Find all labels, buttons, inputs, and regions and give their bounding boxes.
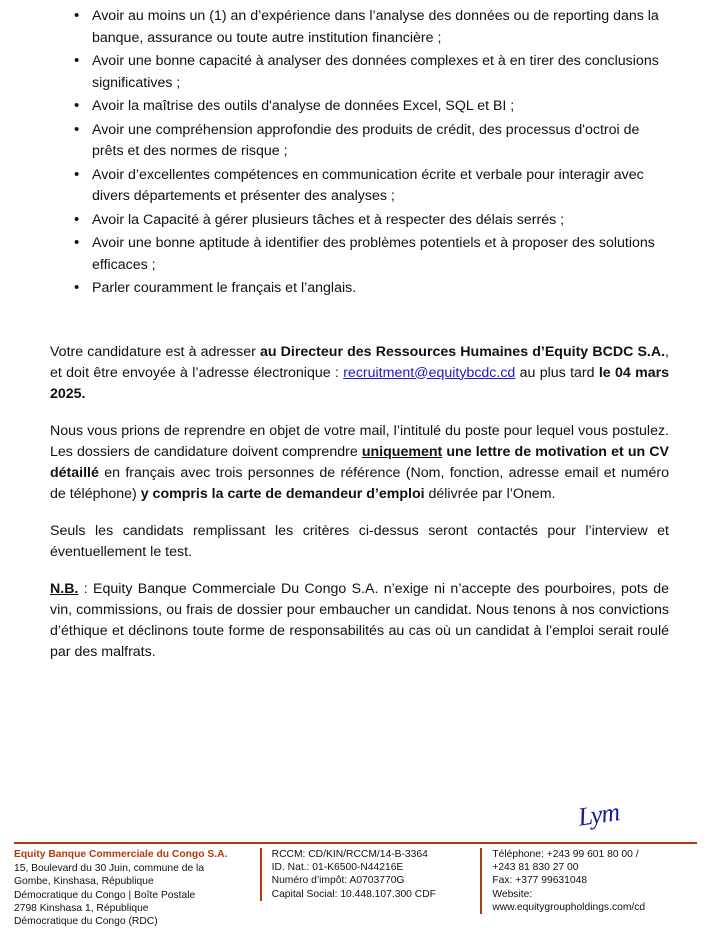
instructions-text-3: délivrée par l’Onem. xyxy=(424,485,556,502)
list-item: • Avoir d’excellentes compétences en communication écrite et verbale pour interagir avec divers départements et présenter des analyses ; xyxy=(92,165,669,208)
nb-text: : Equity Banque Commerciale Du Congo S.A. n’exige ni n’accepte des pourboires, pots de vin, commissions, ou frais de dossier pour embaucher un candidat. Nous tenons à nos convictions d’éthique et déclinons toute forme de responsabilités au cas où un candidat à l’emploi serait roulé par des malfrats. xyxy=(50,580,669,660)
page-footer xyxy=(14,848,701,928)
signature-mark: Lym xyxy=(576,797,621,832)
footer-address-line: Démocratique du Congo (RDC) xyxy=(14,916,158,928)
instructions-text-2: en français avec trois personnes de référence (Nom, fonction, adresse email et numéro de téléphone) xyxy=(50,464,669,502)
footer-contact-block xyxy=(480,848,701,914)
recruitment-email-link[interactable]: recruitment@equitybcdc.cd xyxy=(343,364,516,381)
footer-fax: Fax: +377 99631048 xyxy=(492,875,588,887)
list-item: • Avoir une compréhension approfondie des produits de crédit, des processus d'octroi de prêts et des normes de risque ; xyxy=(92,120,669,163)
application-paragraph xyxy=(50,342,669,405)
application-text-1: Votre candidature est à adresser xyxy=(50,343,260,360)
footer-address-line: 15, Boulevard du 30 Juin, commune de la xyxy=(14,863,205,875)
footer-company-name: Equity Banque Commerciale du Congo S.A. xyxy=(14,849,228,860)
application-text-2: , et doit être envoyée à l’adresse électronique : xyxy=(50,343,669,381)
list-item: • Avoir la maîtrise des outils d'analyse de données Excel, SQL et BI ; xyxy=(92,96,669,118)
nb-paragraph xyxy=(50,579,669,663)
instructions-text-1: Nous vous prions de reprendre en objet de votre mail, l’intitulé du poste pour lequel vous postulez. Les dossiers de candidature doivent comprendre xyxy=(50,422,669,460)
instructions-paragraph xyxy=(50,421,669,505)
footer-phone-2: +243 81 830 27 00 xyxy=(492,862,579,874)
deadline-bold: le 04 mars 2025. xyxy=(50,364,669,402)
footer-address-line: Démocratique du Congo | Boîte Postale xyxy=(14,889,196,901)
footer-id-nat: ID. Nat.: 01-K6500-N44216E xyxy=(271,862,404,874)
footer-phone-1: Téléphone: +243 99 601 80 00 / xyxy=(492,849,639,860)
footer-tax-number: Numéro d’impôt: A0703770G xyxy=(271,875,405,887)
selection-paragraph: Seuls les candidats remplissant les critères ci-dessus seront contactés pour l’interview et éventuellement le test. xyxy=(50,522,669,560)
application-text-3: au plus tard xyxy=(515,364,599,381)
nb-label: N.B. xyxy=(50,580,79,597)
list-item: • Avoir une bonne capacité à analyser des données complexes et à en tirer des conclusions significatives ; xyxy=(92,51,669,94)
uniquement-emphasis: uniquement xyxy=(361,443,443,460)
footer-website-link[interactable]: www.equitygroupholdings.com/cd xyxy=(492,901,646,913)
requirements-list xyxy=(0,0,711,300)
onem-card-bold: y compris la carte de demandeur d’emploi xyxy=(140,485,425,502)
footer-registration-block xyxy=(260,848,481,901)
hr-director-bold: au Directeur des Ressources Humaines d’Equity BCDC S.A. xyxy=(259,343,666,360)
footer-address-line: 2798 Kinshasa 1, République xyxy=(14,902,149,914)
footer-capital: Capital Social: 10.448.107.300 CDF xyxy=(271,888,436,900)
list-item: • Avoir une bonne aptitude à identifier des problèmes potentiels et à proposer des solutions efficaces ; xyxy=(92,233,669,276)
list-item: • Avoir au moins un (1) an d’expérience dans l’analyse des données ou de reporting dans la banque, assurance ou toute autre institution financière ; xyxy=(92,6,669,49)
footer-company-block xyxy=(14,848,260,928)
footer-rccm: RCCM: CD/KIN/RCCM/14-B-3364 xyxy=(271,849,428,860)
documents-required-bold: une lettre de motivation et un CV détaillé xyxy=(50,443,670,481)
list-item: • Parler couramment le français et l’anglais. xyxy=(92,278,669,300)
footer-website-label: Website: xyxy=(492,888,533,900)
footer-address-line: Gombe, Kinshasa, République xyxy=(14,876,154,888)
list-item: • Avoir la Capacité à gérer plusieurs tâches et à respecter des délais serrés ; xyxy=(92,210,669,232)
body-text xyxy=(0,342,711,663)
footer-divider xyxy=(14,842,697,844)
